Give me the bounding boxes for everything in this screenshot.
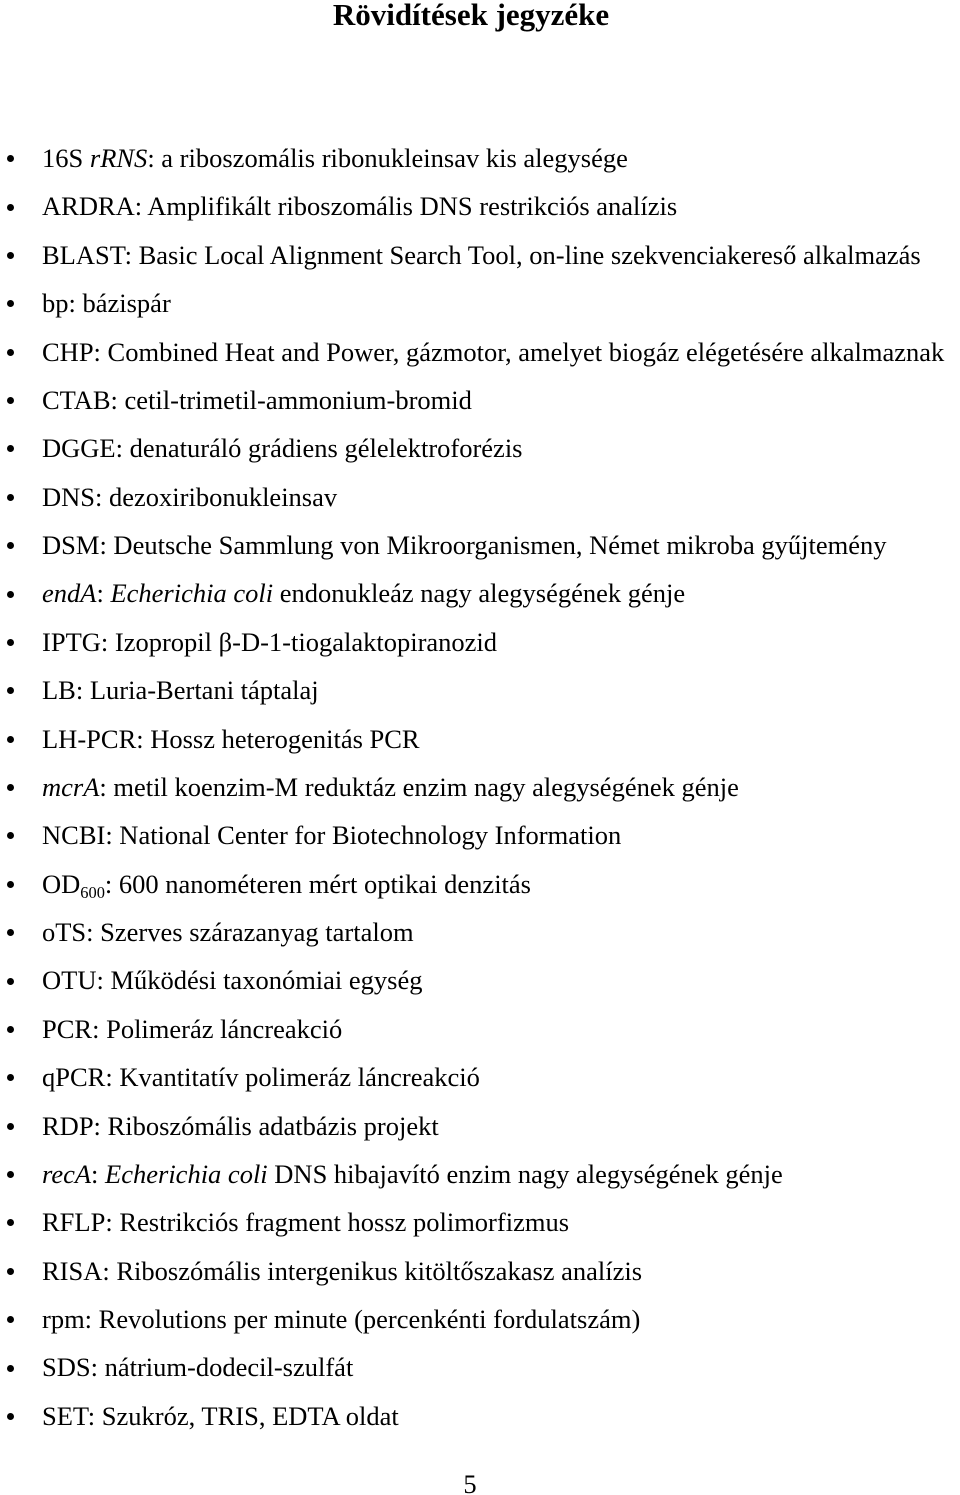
abbreviation-item: [0, 376, 960, 424]
text-segment: :: [96, 578, 111, 609]
abbreviation-item: [0, 956, 960, 1004]
bullet-icon: [7, 784, 14, 791]
abbreviation-entry: [42, 1207, 569, 1237]
text-segment: RDP: Riboszómális adatbázis projekt: [42, 1110, 439, 1141]
abbreviation-entry: [42, 1062, 480, 1092]
abbreviation-list: [0, 134, 960, 1440]
bullet-icon: [7, 1413, 14, 1420]
bullet-icon: [7, 252, 14, 259]
abbreviation-entry: [42, 868, 531, 902]
abbreviation-item: [0, 1343, 960, 1391]
abbreviation-entry: [42, 627, 497, 657]
text-segment: endonukleáz nagy alegységének génje: [273, 578, 686, 609]
bullet-icon: [7, 204, 14, 211]
abbreviation-item: [0, 424, 960, 472]
abbreviation-entry: [42, 965, 423, 995]
abbreviation-entry: [42, 1304, 640, 1334]
abbreviation-item: [0, 279, 960, 327]
abbreviation-item: [0, 134, 960, 182]
text-segment: OD: [42, 868, 81, 899]
text-segment: oTS: Szerves szárazanyag tartalom: [42, 917, 414, 947]
bullet-icon: [7, 591, 14, 598]
italic-text-segment: Echerichia coli: [110, 578, 274, 609]
abbreviation-item: [0, 1295, 960, 1343]
text-segment: qPCR: Kvantitatív polimeráz láncreakció: [42, 1062, 480, 1093]
abbreviation-item: [0, 569, 960, 617]
abbreviation-item: [0, 1053, 960, 1101]
text-segment: RFLP: Restrikciós fragment hossz polimorfizmus: [42, 1207, 570, 1238]
abbreviation-entry: [42, 724, 420, 754]
abbreviation-item: [0, 908, 960, 956]
abbreviation-item: [0, 1392, 960, 1440]
abbreviation-item: [0, 1102, 960, 1150]
abbreviation-entry: [42, 1014, 342, 1044]
abbreviation-entry: [42, 578, 685, 608]
text-segment: bp: bázispár: [42, 288, 171, 319]
text-segment: OTU: Működési taxonómiai egység: [42, 965, 423, 996]
abbreviation-entry: [42, 1256, 642, 1286]
abbreviation-item: [0, 521, 960, 569]
text-segment: : 600 nanométeren mért optikai denzitás: [104, 868, 531, 899]
text-segment: DNS: dezoxiribonukleinsav: [42, 481, 338, 512]
subscript-text-segment: 600: [80, 882, 105, 902]
abbreviation-item: [0, 860, 960, 908]
bullet-icon: [7, 494, 14, 501]
text-segment: IPTG: Izopropil β-D-1-tiogalaktopiranozid: [42, 626, 498, 657]
bullet-icon: [7, 1123, 14, 1130]
abbreviation-entry: [42, 240, 921, 270]
abbreviation-item: [0, 618, 960, 666]
italic-text-segment: recA: [42, 1158, 92, 1189]
abbreviation-entry: [42, 1401, 399, 1431]
text-segment: LB: Luria-Bertani táptalaj: [42, 675, 319, 706]
bullet-icon: [7, 832, 14, 839]
abbreviation-entry: [42, 917, 414, 947]
abbreviation-entry: [42, 675, 319, 705]
abbreviation-item: [0, 1198, 960, 1246]
abbreviation-entry: [42, 1111, 439, 1141]
bullet-icon: [7, 300, 14, 307]
text-segment: NCBI: National Center for Biotechnology Information: [42, 820, 622, 851]
bullet-icon: [7, 978, 14, 985]
text-segment: DNS hibajavító enzim nagy alegységének génje: [267, 1158, 783, 1189]
bullet-icon: [7, 1171, 14, 1178]
italic-text-segment: Echerichia coli: [105, 1158, 268, 1189]
bullet-icon: [7, 1026, 14, 1033]
abbreviation-item: [0, 182, 960, 230]
text-segment: CHP: Combined Heat and Power, gázmotor, amelyet biogáz elégetésére alkalmaznak: [42, 336, 945, 367]
bullet-icon: [7, 1219, 14, 1226]
abbreviation-entry: [42, 288, 171, 318]
abbreviation-entry: [42, 1352, 353, 1382]
abbreviation-item: [0, 1247, 960, 1295]
text-segment: LH-PCR: Hossz heterogenitás PCR: [42, 723, 420, 754]
text-segment: : a riboszomális ribonukleinsav kis alegysége: [147, 143, 628, 173]
abbreviation-item: [0, 763, 960, 811]
bullet-icon: [7, 1268, 14, 1275]
bullet-icon: [7, 639, 14, 646]
text-segment: CTAB: cetil-trimetil-ammonium-bromid: [42, 384, 472, 415]
abbreviation-entry: [42, 191, 677, 221]
bullet-icon: [7, 542, 14, 549]
bullet-icon: [7, 1365, 14, 1372]
text-segment: : metil koenzim-M reduktáz enzim nagy alegységének génje: [99, 771, 739, 802]
bullet-icon: [7, 349, 14, 356]
abbreviation-item: [0, 1150, 960, 1198]
text-segment: rpm: Revolutions per minute (percenkénti fordulatszám): [42, 1304, 641, 1334]
abbreviation-entry: [42, 772, 739, 802]
abbreviation-item: [0, 666, 960, 714]
text-segment: SDS: nátrium-dodecil-szulfát: [42, 1352, 354, 1383]
text-segment: 16S: [42, 143, 90, 173]
abbreviation-entry: [42, 530, 886, 560]
italic-text-segment: endA: [42, 578, 97, 609]
bullet-icon: [7, 155, 14, 162]
bullet-icon: [7, 445, 14, 452]
abbreviation-item: [0, 1005, 960, 1053]
bullet-icon: [7, 687, 14, 694]
bullet-icon: [7, 736, 14, 743]
text-segment: ARDRA: Amplifikált riboszomális DNS restrikciós analízis: [42, 191, 678, 222]
abbreviation-entry: [42, 337, 944, 367]
abbreviation-item: [0, 231, 960, 279]
bullet-icon: [7, 1316, 14, 1323]
abbreviation-item: [0, 473, 960, 521]
page-title: Rövidítések jegyzéke: [332, 0, 610, 32]
italic-text-segment: mcrA: [42, 771, 100, 802]
abbreviation-item: [0, 811, 960, 859]
italic-text-segment: rRNS: [89, 143, 148, 173]
text-segment: DGGE: denaturáló grádiens gélelektroforézis: [42, 433, 523, 464]
text-segment: :: [91, 1158, 106, 1189]
abbreviation-entry: [42, 143, 628, 173]
bullet-icon: [7, 881, 14, 888]
text-segment: BLAST: Basic Local Alignment Search Tool, on-line szekvenciakereső alkalmazás: [42, 239, 921, 270]
text-segment: PCR: Polimeráz láncreakció: [42, 1013, 343, 1044]
bullet-icon: [7, 1074, 14, 1081]
abbreviation-entry: [42, 385, 472, 415]
abbreviation-entry: [42, 482, 337, 512]
abbreviation-entry: [42, 820, 621, 850]
text-segment: DSM: Deutsche Sammlung von Mikroorganismen, Német mikroba gyűjtemény: [42, 530, 887, 560]
abbreviation-item: [0, 328, 960, 376]
bullet-icon: [7, 929, 14, 936]
abbreviation-item: [0, 715, 960, 763]
page-number: 5: [463, 1469, 477, 1495]
text-segment: SET: Szukróz, TRIS, EDTA oldat: [42, 1400, 399, 1431]
text-segment: RISA: Riboszómális intergenikus kitöltőszakasz analízis: [42, 1255, 643, 1286]
abbreviation-entry: [42, 1159, 783, 1189]
bullet-icon: [7, 397, 14, 404]
abbreviation-entry: [42, 433, 523, 463]
